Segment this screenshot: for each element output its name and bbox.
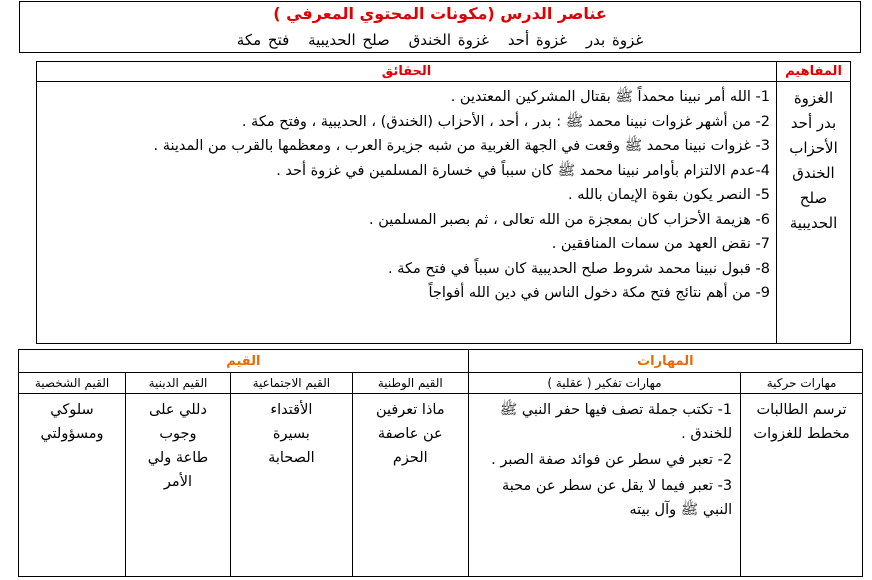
fact-item: 5- النصر يكون بقوة الإيمان بالله . (568, 187, 770, 203)
religious-values-cell: دللي على وجوب طاعة ولي الأمر (126, 394, 231, 577)
lesson-title: عناصر الدرس (مكونات المحتوي المعرفي ) (273, 4, 607, 23)
values-header: القيم (19, 350, 469, 373)
concept-item: بدر أحد (790, 114, 837, 132)
fact-item: 7- نقض العهد من سمات المنافقين . (551, 236, 770, 252)
concept-item: الخندق (792, 164, 835, 182)
national-values-cell: ماذا تعرفين عن عاصفة الحزم (352, 394, 468, 577)
concept-item: الغزوة (793, 89, 834, 107)
concept-item: الأحزاب (789, 139, 838, 157)
concepts-cell (777, 82, 851, 344)
fact-item: 6- هزيمة الأحزاب كان بمعجزة من الله تعالى ، ثم بصبر المسلمين . (369, 211, 770, 228)
concepts-header: المفاهيم (777, 62, 851, 82)
facts-cell (37, 82, 777, 344)
fact-item: 1- الله أمر نبينا محمداً ﷺ بقتال المشركين المعتدين . (450, 89, 770, 105)
skills-header: المهارات (468, 350, 862, 373)
skills-values-table (18, 349, 863, 577)
motor-skills-header: مهارات حركية (741, 373, 863, 394)
fact-item: 4-عدم الالتزام بأوامر نبينا محمد ﷺ كان سبباً في خسارة المسلمين في غزوة أحد . (276, 162, 770, 179)
personal-values-header: القيم الشخصية (19, 373, 126, 394)
topic-hudaybiyyah: صلح الحديبية (308, 31, 390, 49)
concept-item: صلح (799, 189, 828, 207)
thinking-skills-cell (468, 394, 740, 577)
facts-header: الحقائق (37, 62, 777, 82)
fact-item: 2- من أشهر غزوات نبينا محمد ﷺ : بدر ، أحد ، الأحزاب (الخندق) ، الحديبية ، وفتح مكة . (241, 113, 770, 130)
motor-skills-cell: ترسم الطالبات مخطط للغزوات (741, 394, 863, 577)
topic-badr: غزوة بدر (585, 31, 644, 49)
topic-uhud: غزوة أحد (507, 31, 568, 49)
religious-values-header: القيم الدينية (126, 373, 231, 394)
fact-item: 9- من أهم نتائج فتح مكة دخول الناس في دين الله أفواجاً (428, 285, 770, 301)
personal-values-cell: سلوكي ومسؤولتي (19, 394, 126, 577)
topic-khandaq: غزوة الخندق (408, 31, 490, 49)
lesson-header (19, 1, 861, 53)
thinking-skills-header: مهارات تفكير ( عقلية ) (468, 373, 740, 394)
thinking-skill-item: 3- تعبر فيما لا يقل عن سطر عن محبة النبي ﷺ وآل بيته (501, 478, 733, 518)
thinking-skill-item: 2- تعبر في سطر عن فوائد صفة الصبر . (491, 452, 733, 468)
social-values-cell: الأقتداء بسيرة الصحابة (230, 394, 352, 577)
fact-item: 8- قبول نبينا محمد شروط صلح الحديبية كان سبباً في فتح مكة . (388, 260, 770, 277)
concepts-facts-table (36, 61, 851, 344)
lesson-topics (20, 31, 860, 49)
national-values-header: القيم الوطنية (352, 373, 468, 394)
thinking-skill-item: 1- تكتب جملة تصف فيها حفر النبي ﷺ للخندق . (499, 402, 733, 442)
fact-item: 3- غزوات نبينا محمد ﷺ وقعت في الجهة الغربية من شبه جزيرة العرب ، ومعظمها بالقرب من المدينة . (153, 138, 770, 154)
social-values-header: القيم الاجتماعية (230, 373, 352, 394)
topic-makkah: فتح مكة (236, 31, 290, 49)
concept-item: الحديبية (789, 214, 838, 232)
